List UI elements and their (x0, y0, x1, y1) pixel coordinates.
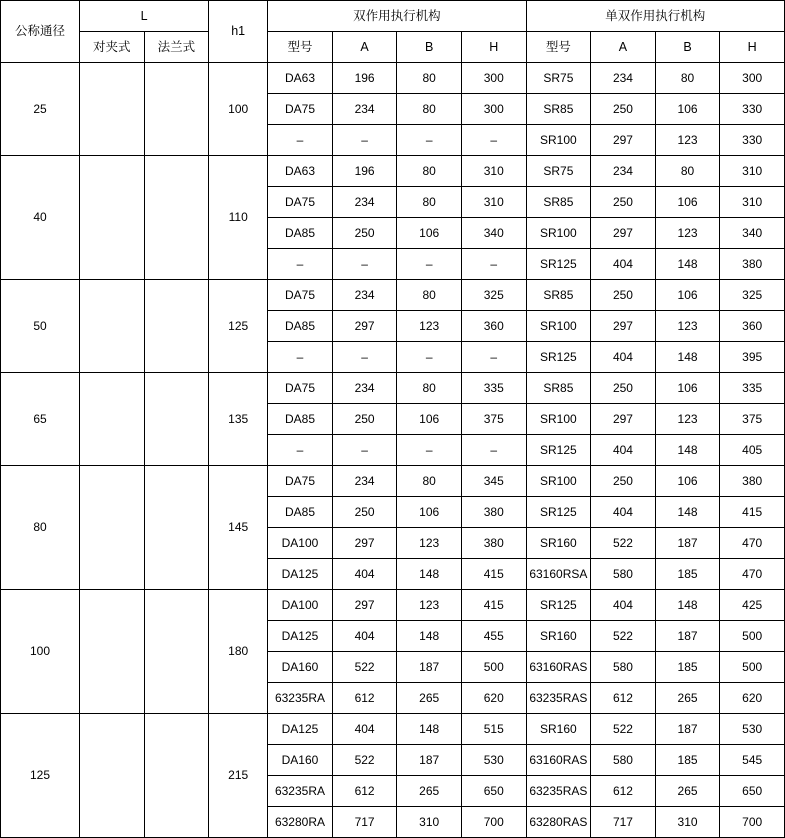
cell-sr-model: 63160RAS (526, 652, 591, 683)
cell-sr-b: 148 (655, 342, 720, 373)
cell-da-a: 404 (332, 621, 397, 652)
cell-sr-model: 63235RAS (526, 683, 591, 714)
cell-sr-b: 148 (655, 497, 720, 528)
cell-sr-a: 250 (591, 187, 656, 218)
cell-sr-b: 80 (655, 63, 720, 94)
cell-da-model: DA75 (268, 187, 333, 218)
header-l: L (80, 1, 209, 32)
cell-da-b: – (397, 249, 462, 280)
cell-sr-b: 123 (655, 404, 720, 435)
header-row-1 (1, 1, 785, 32)
cell-sr-b: 265 (655, 776, 720, 807)
cell-da-model: DA125 (268, 559, 333, 590)
cell-da-b: – (397, 435, 462, 466)
cell-da-a: – (332, 249, 397, 280)
cell-da-model: 63235RA (268, 683, 333, 714)
cell-da-a: 250 (332, 404, 397, 435)
cell-sr-a: 404 (591, 590, 656, 621)
cell-da-a: – (332, 342, 397, 373)
table-row (1, 466, 785, 497)
header-da-b: B (397, 32, 462, 63)
cell-da-h: 360 (461, 311, 526, 342)
table-body (1, 63, 785, 838)
cell-sr-h: 425 (720, 590, 785, 621)
cell-sr-b: 187 (655, 621, 720, 652)
cell-da-h: 335 (461, 373, 526, 404)
cell-l-flange (144, 466, 209, 590)
cell-sr-h: 300 (720, 63, 785, 94)
header-l-flange: 法兰式 (144, 32, 209, 63)
cell-sr-h: 395 (720, 342, 785, 373)
cell-sr-model: SR100 (526, 404, 591, 435)
cell-da-h: 650 (461, 776, 526, 807)
cell-da-model: DA63 (268, 63, 333, 94)
cell-da-a: 522 (332, 745, 397, 776)
cell-da-a: – (332, 435, 397, 466)
table-row (1, 63, 785, 94)
cell-l-flange (144, 373, 209, 466)
cell-h1: 145 (209, 466, 268, 590)
cell-sr-a: 234 (591, 156, 656, 187)
cell-sr-h: 310 (720, 156, 785, 187)
cell-nominal-diameter: 50 (1, 280, 80, 373)
cell-sr-model: SR75 (526, 156, 591, 187)
cell-da-a: 522 (332, 652, 397, 683)
cell-sr-a: 404 (591, 342, 656, 373)
cell-sr-b: 185 (655, 745, 720, 776)
header-double-acting: 双作用执行机构 (268, 1, 526, 32)
cell-da-b: – (397, 125, 462, 156)
cell-sr-b: 185 (655, 559, 720, 590)
cell-sr-b: 123 (655, 125, 720, 156)
cell-da-a: 612 (332, 683, 397, 714)
cell-da-b: 148 (397, 621, 462, 652)
cell-da-model: DA100 (268, 528, 333, 559)
cell-sr-a: 250 (591, 466, 656, 497)
cell-da-h: 515 (461, 714, 526, 745)
cell-sr-h: 335 (720, 373, 785, 404)
cell-da-a: 717 (332, 807, 397, 838)
cell-da-b: 106 (397, 218, 462, 249)
cell-da-a: 234 (332, 373, 397, 404)
cell-sr-h: 330 (720, 94, 785, 125)
cell-sr-model: SR160 (526, 714, 591, 745)
cell-sr-a: 250 (591, 373, 656, 404)
cell-sr-h: 500 (720, 652, 785, 683)
cell-da-model: DA125 (268, 714, 333, 745)
cell-h1: 125 (209, 280, 268, 373)
cell-sr-h: 470 (720, 559, 785, 590)
cell-sr-a: 717 (591, 807, 656, 838)
cell-da-b: 187 (397, 652, 462, 683)
cell-l-flange (144, 63, 209, 156)
cell-nominal-diameter: 100 (1, 590, 80, 714)
cell-sr-model: SR125 (526, 497, 591, 528)
cell-sr-model: SR100 (526, 311, 591, 342)
table-row (1, 714, 785, 745)
cell-sr-model: SR160 (526, 621, 591, 652)
cell-sr-b: 185 (655, 652, 720, 683)
cell-da-model: DA100 (268, 590, 333, 621)
cell-da-h: 325 (461, 280, 526, 311)
cell-sr-model: 63280RAS (526, 807, 591, 838)
table-row (1, 156, 785, 187)
cell-sr-model: SR125 (526, 435, 591, 466)
cell-da-a: 404 (332, 559, 397, 590)
header-l-clamp: 对夹式 (80, 32, 145, 63)
cell-sr-a: 234 (591, 63, 656, 94)
cell-da-model: 63280RA (268, 807, 333, 838)
cell-h1: 100 (209, 63, 268, 156)
cell-nominal-diameter: 65 (1, 373, 80, 466)
cell-l-clamp (80, 280, 145, 373)
cell-da-h: 345 (461, 466, 526, 497)
cell-sr-a: 612 (591, 683, 656, 714)
cell-sr-b: 106 (655, 187, 720, 218)
cell-l-flange (144, 590, 209, 714)
cell-sr-a: 580 (591, 745, 656, 776)
cell-da-a: 250 (332, 218, 397, 249)
cell-da-h: 375 (461, 404, 526, 435)
cell-da-a: 196 (332, 63, 397, 94)
cell-da-h: 500 (461, 652, 526, 683)
cell-da-b: 80 (397, 466, 462, 497)
cell-da-b: – (397, 342, 462, 373)
table-row (1, 590, 785, 621)
cell-l-clamp (80, 714, 145, 838)
cell-sr-h: 375 (720, 404, 785, 435)
cell-da-a: 234 (332, 187, 397, 218)
cell-sr-h: 330 (720, 125, 785, 156)
cell-da-b: 265 (397, 683, 462, 714)
cell-da-a: 234 (332, 280, 397, 311)
cell-da-model: DA63 (268, 156, 333, 187)
cell-sr-h: 500 (720, 621, 785, 652)
cell-sr-b: 148 (655, 590, 720, 621)
header-sr-model: 型号 (526, 32, 591, 63)
cell-da-model: DA85 (268, 497, 333, 528)
cell-h1: 180 (209, 590, 268, 714)
cell-sr-b: 265 (655, 683, 720, 714)
cell-sr-a: 580 (591, 559, 656, 590)
cell-l-flange (144, 714, 209, 838)
cell-nominal-diameter: 40 (1, 156, 80, 280)
header-da-h: H (461, 32, 526, 63)
cell-da-b: 310 (397, 807, 462, 838)
cell-da-h: 340 (461, 218, 526, 249)
cell-sr-b: 106 (655, 280, 720, 311)
cell-da-h: 300 (461, 63, 526, 94)
cell-da-h: 530 (461, 745, 526, 776)
header-row-2 (1, 32, 785, 63)
cell-da-h: 310 (461, 187, 526, 218)
cell-l-flange (144, 280, 209, 373)
cell-h1: 215 (209, 714, 268, 838)
cell-nominal-diameter: 125 (1, 714, 80, 838)
cell-sr-model: 63160RAS (526, 745, 591, 776)
cell-da-model: – (268, 342, 333, 373)
cell-sr-b: 310 (655, 807, 720, 838)
cell-l-clamp (80, 156, 145, 280)
cell-da-h: 380 (461, 528, 526, 559)
cell-sr-h: 405 (720, 435, 785, 466)
cell-sr-h: 650 (720, 776, 785, 807)
header-nominal-diameter: 公称通径 (1, 1, 80, 63)
cell-sr-h: 700 (720, 807, 785, 838)
cell-da-a: 234 (332, 466, 397, 497)
cell-sr-a: 612 (591, 776, 656, 807)
cell-sr-model: SR100 (526, 466, 591, 497)
cell-da-h: – (461, 435, 526, 466)
cell-da-model: DA85 (268, 404, 333, 435)
cell-sr-b: 106 (655, 94, 720, 125)
cell-sr-model: SR125 (526, 590, 591, 621)
cell-h1: 135 (209, 373, 268, 466)
cell-l-flange (144, 156, 209, 280)
cell-da-a: 196 (332, 156, 397, 187)
cell-l-clamp (80, 373, 145, 466)
cell-da-model: DA125 (268, 621, 333, 652)
cell-da-h: 415 (461, 590, 526, 621)
cell-da-h: – (461, 249, 526, 280)
cell-da-h: 700 (461, 807, 526, 838)
cell-da-model: DA160 (268, 652, 333, 683)
cell-da-b: 123 (397, 528, 462, 559)
cell-da-model: DA85 (268, 218, 333, 249)
cell-sr-model: 63160RSA (526, 559, 591, 590)
cell-nominal-diameter: 25 (1, 63, 80, 156)
cell-sr-a: 297 (591, 125, 656, 156)
cell-sr-h: 530 (720, 714, 785, 745)
cell-sr-b: 187 (655, 714, 720, 745)
cell-sr-model: SR85 (526, 94, 591, 125)
cell-sr-a: 404 (591, 435, 656, 466)
cell-da-h: – (461, 342, 526, 373)
table-row (1, 373, 785, 404)
cell-nominal-diameter: 80 (1, 466, 80, 590)
cell-sr-a: 404 (591, 497, 656, 528)
cell-da-model: – (268, 249, 333, 280)
cell-da-a: 404 (332, 714, 397, 745)
cell-sr-b: 123 (655, 218, 720, 249)
cell-da-b: 80 (397, 280, 462, 311)
header-da-a: A (332, 32, 397, 63)
cell-da-b: 265 (397, 776, 462, 807)
cell-da-a: 297 (332, 311, 397, 342)
cell-da-h: 415 (461, 559, 526, 590)
cell-sr-a: 297 (591, 311, 656, 342)
cell-sr-b: 106 (655, 466, 720, 497)
cell-da-b: 80 (397, 63, 462, 94)
cell-sr-a: 522 (591, 621, 656, 652)
cell-sr-h: 620 (720, 683, 785, 714)
cell-sr-h: 325 (720, 280, 785, 311)
cell-da-model: DA85 (268, 311, 333, 342)
cell-sr-h: 360 (720, 311, 785, 342)
cell-da-a: 297 (332, 590, 397, 621)
cell-da-b: 123 (397, 311, 462, 342)
cell-da-b: 148 (397, 559, 462, 590)
cell-l-clamp (80, 466, 145, 590)
cell-da-a: 612 (332, 776, 397, 807)
cell-da-model: DA160 (268, 745, 333, 776)
table-header (1, 1, 785, 63)
cell-da-b: 80 (397, 373, 462, 404)
cell-da-h: 620 (461, 683, 526, 714)
cell-sr-model: SR85 (526, 187, 591, 218)
cell-da-model: DA75 (268, 466, 333, 497)
cell-sr-b: 80 (655, 156, 720, 187)
cell-sr-h: 310 (720, 187, 785, 218)
cell-da-h: 380 (461, 497, 526, 528)
cell-sr-h: 470 (720, 528, 785, 559)
cell-da-h: 300 (461, 94, 526, 125)
cell-sr-h: 415 (720, 497, 785, 528)
cell-da-b: 80 (397, 156, 462, 187)
cell-da-a: 297 (332, 528, 397, 559)
cell-l-clamp (80, 590, 145, 714)
cell-da-model: – (268, 435, 333, 466)
cell-sr-h: 380 (720, 249, 785, 280)
cell-sr-b: 148 (655, 435, 720, 466)
cell-da-b: 187 (397, 745, 462, 776)
header-sr-b: B (655, 32, 720, 63)
cell-da-model: 63235RA (268, 776, 333, 807)
cell-sr-b: 148 (655, 249, 720, 280)
cell-da-b: 148 (397, 714, 462, 745)
cell-da-b: 80 (397, 187, 462, 218)
cell-sr-h: 545 (720, 745, 785, 776)
cell-sr-model: SR85 (526, 373, 591, 404)
cell-sr-h: 340 (720, 218, 785, 249)
cell-da-b: 106 (397, 404, 462, 435)
cell-sr-a: 522 (591, 714, 656, 745)
cell-sr-a: 250 (591, 94, 656, 125)
cell-sr-model: SR100 (526, 218, 591, 249)
cell-sr-model: SR125 (526, 249, 591, 280)
cell-sr-model: SR85 (526, 280, 591, 311)
cell-sr-b: 123 (655, 311, 720, 342)
header-single-double-acting: 单双作用执行机构 (526, 1, 784, 32)
cell-da-model: – (268, 125, 333, 156)
cell-da-model: DA75 (268, 280, 333, 311)
cell-da-b: 80 (397, 94, 462, 125)
cell-sr-a: 250 (591, 280, 656, 311)
cell-sr-a: 297 (591, 218, 656, 249)
cell-sr-a: 404 (591, 249, 656, 280)
header-da-model: 型号 (268, 32, 333, 63)
cell-h1: 110 (209, 156, 268, 280)
cell-da-model: DA75 (268, 373, 333, 404)
cell-sr-model: SR75 (526, 63, 591, 94)
cell-l-clamp (80, 63, 145, 156)
cell-da-h: – (461, 125, 526, 156)
header-h1: h1 (209, 1, 268, 63)
header-sr-h: H (720, 32, 785, 63)
cell-da-h: 455 (461, 621, 526, 652)
cell-sr-a: 522 (591, 528, 656, 559)
cell-da-h: 310 (461, 156, 526, 187)
cell-da-a: 250 (332, 497, 397, 528)
cell-da-b: 123 (397, 590, 462, 621)
cell-sr-model: SR100 (526, 125, 591, 156)
cell-sr-model: SR160 (526, 528, 591, 559)
table-row (1, 280, 785, 311)
cell-da-model: DA75 (268, 94, 333, 125)
cell-da-b: 106 (397, 497, 462, 528)
cell-sr-b: 187 (655, 528, 720, 559)
cell-sr-a: 580 (591, 652, 656, 683)
cell-sr-b: 106 (655, 373, 720, 404)
cell-sr-h: 380 (720, 466, 785, 497)
cell-sr-model: 63235RAS (526, 776, 591, 807)
cell-sr-a: 297 (591, 404, 656, 435)
cell-sr-model: SR125 (526, 342, 591, 373)
cell-da-a: 234 (332, 94, 397, 125)
header-sr-a: A (591, 32, 656, 63)
cell-da-a: – (332, 125, 397, 156)
